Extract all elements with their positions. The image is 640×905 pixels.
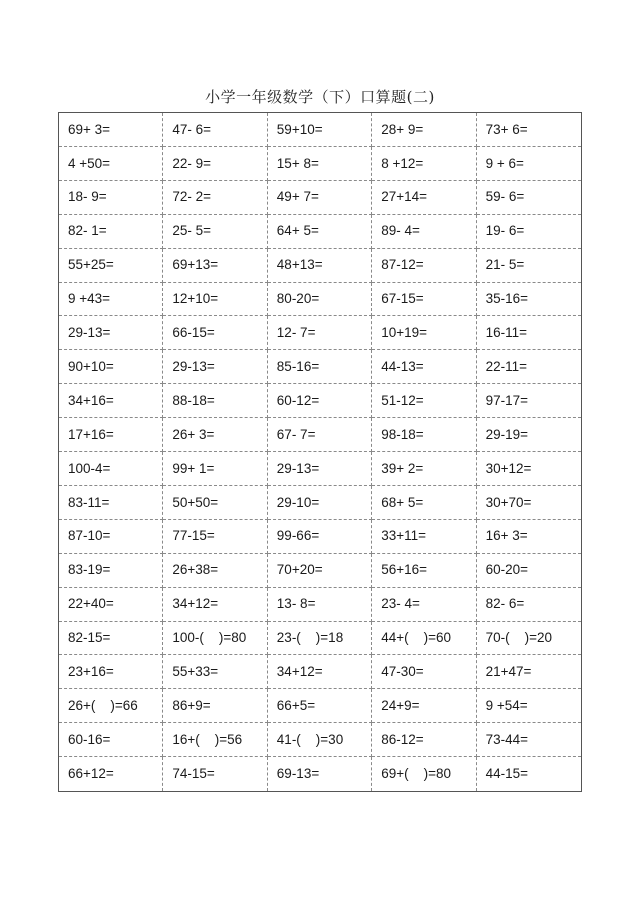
problem-cell: 29-13=: [268, 452, 372, 486]
problem-cell: 82-15=: [59, 622, 163, 656]
problem-cell: 87-10=: [59, 520, 163, 554]
problem-cell: 74-15=: [163, 757, 267, 791]
problem-cell: 16+ 3=: [477, 520, 581, 554]
problem-cell: 9 +54=: [477, 689, 581, 723]
problem-cell: 18- 9=: [59, 181, 163, 215]
problem-cell: 22+40=: [59, 588, 163, 622]
problem-cell: 22-11=: [477, 350, 581, 384]
problem-cell: 4 +50=: [59, 147, 163, 181]
problem-cell: 23+16=: [59, 655, 163, 689]
problem-cell: 16-11=: [477, 316, 581, 350]
problem-cell: 33+11=: [372, 520, 476, 554]
problem-cell: 21- 5=: [477, 249, 581, 283]
problem-cell: 70-( )=20: [477, 622, 581, 656]
problem-cell: 22- 9=: [163, 147, 267, 181]
problem-cell: 29-19=: [477, 418, 581, 452]
problem-cell: 87-12=: [372, 249, 476, 283]
problem-cell: 99+ 1=: [163, 452, 267, 486]
problem-cell: 69+13=: [163, 249, 267, 283]
problem-cell: 69-13=: [268, 757, 372, 791]
problem-cell: 67-15=: [372, 283, 476, 317]
problem-cell: 34+12=: [268, 655, 372, 689]
problem-cell: 35-16=: [477, 283, 581, 317]
problem-cell: 69+( )=80: [372, 757, 476, 791]
problem-cell: 80-20=: [268, 283, 372, 317]
problem-cell: 55+25=: [59, 249, 163, 283]
problem-cell: 27+14=: [372, 181, 476, 215]
problem-cell: 67- 7=: [268, 418, 372, 452]
problem-cell: 19- 6=: [477, 215, 581, 249]
problem-cell: 55+33=: [163, 655, 267, 689]
problem-cell: 73+ 6=: [477, 113, 581, 147]
page-title: 小学一年级数学（下）口算题(二): [205, 88, 435, 106]
problem-cell: 100-( )=80: [163, 622, 267, 656]
problem-cell: 44-15=: [485, 766, 529, 782]
problem-cell: 51-12=: [372, 384, 476, 418]
problem-cell: 30+12=: [477, 452, 581, 486]
problem-cell: 77-15=: [163, 520, 267, 554]
problem-cell: 47-30=: [372, 655, 476, 689]
problem-cell: 60-20=: [477, 554, 581, 588]
problem-cell: 9 +43=: [59, 283, 163, 317]
problem-cell: 26+( )=66: [59, 689, 163, 723]
problem-cell: 26+ 3=: [163, 418, 267, 452]
problem-cell: 15+ 8=: [268, 147, 372, 181]
problem-cell: 88-18=: [163, 384, 267, 418]
problem-cell: 10+19=: [372, 316, 476, 350]
problem-cell: 82- 6=: [477, 588, 581, 622]
problem-cell: 86-12=: [372, 723, 476, 757]
problem-cell: 13- 8=: [268, 588, 372, 622]
problem-cell: 66+12=: [59, 757, 163, 791]
problem-cell: 100-4=: [59, 452, 163, 486]
problem-cell: 60-12=: [268, 384, 372, 418]
problem-cell: 25- 5=: [163, 215, 267, 249]
problem-cell: 44-13=: [372, 350, 476, 384]
problem-cell: 48+13=: [268, 249, 372, 283]
problem-cell: 23- 4=: [372, 588, 476, 622]
problem-cell: 70+20=: [268, 554, 372, 588]
problem-cell: 34+12=: [163, 588, 267, 622]
problem-cell: 59+10=: [268, 113, 372, 147]
problem-cell: 82- 1=: [59, 215, 163, 249]
problem-cell: 28+ 9=: [372, 113, 476, 147]
problem-cell: 90+10=: [59, 350, 163, 384]
problem-cell: 59- 6=: [477, 181, 581, 215]
problem-cell: 29-13=: [163, 350, 267, 384]
problem-cell: 66+5=: [268, 689, 372, 723]
problem-cell: 83-11=: [59, 486, 163, 520]
problem-cell: 12+10=: [163, 283, 267, 317]
problem-grid: [59, 113, 581, 791]
problem-cell: 86+9=: [163, 689, 267, 723]
problem-cell: 85-16=: [268, 350, 372, 384]
problem-cell: 89- 4=: [372, 215, 476, 249]
problem-cell: 73-44=: [477, 723, 581, 757]
problem-cell: 16+( )=56: [163, 723, 267, 757]
problem-cell: 23-( )=18: [268, 622, 372, 656]
problem-cell: 56+16=: [372, 554, 476, 588]
problem-cell: 99-66=: [268, 520, 372, 554]
problem-cell: 17+16=: [59, 418, 163, 452]
problem-cell: 21+47=: [477, 655, 581, 689]
problem-cell: 39+ 2=: [372, 452, 476, 486]
problem-cell: 26+38=: [163, 554, 267, 588]
problem-cell: 9 + 6=: [477, 147, 581, 181]
problem-cell: 34+16=: [59, 384, 163, 418]
problem-cell: 12- 7=: [268, 316, 372, 350]
problem-cell: 97-17=: [477, 384, 581, 418]
problem-cell: 30+70=: [477, 486, 581, 520]
problem-cell: 69+ 3=: [59, 113, 163, 147]
problem-cell: 68+ 5=: [372, 486, 476, 520]
problem-cell: 29-13=: [59, 316, 163, 350]
problem-cell: 64+ 5=: [268, 215, 372, 249]
problem-cell: 44+( )=60: [372, 622, 476, 656]
problem-cell: 60-16=: [59, 723, 163, 757]
problem-cell: 66-15=: [163, 316, 267, 350]
problem-cell: 98-18=: [372, 418, 476, 452]
problem-cell: 83-19=: [59, 554, 163, 588]
problem-cell: 24+9=: [372, 689, 476, 723]
worksheet-table: [58, 112, 582, 792]
problem-cell: 47- 6=: [163, 113, 267, 147]
problem-cell: 50+50=: [163, 486, 267, 520]
problem-cell: 72- 2=: [163, 181, 267, 215]
problem-cell: 41-( )=30: [268, 723, 372, 757]
problem-cell: 8 +12=: [372, 147, 476, 181]
problem-cell: 49+ 7=: [268, 181, 372, 215]
problem-cell: 29-10=: [268, 486, 372, 520]
